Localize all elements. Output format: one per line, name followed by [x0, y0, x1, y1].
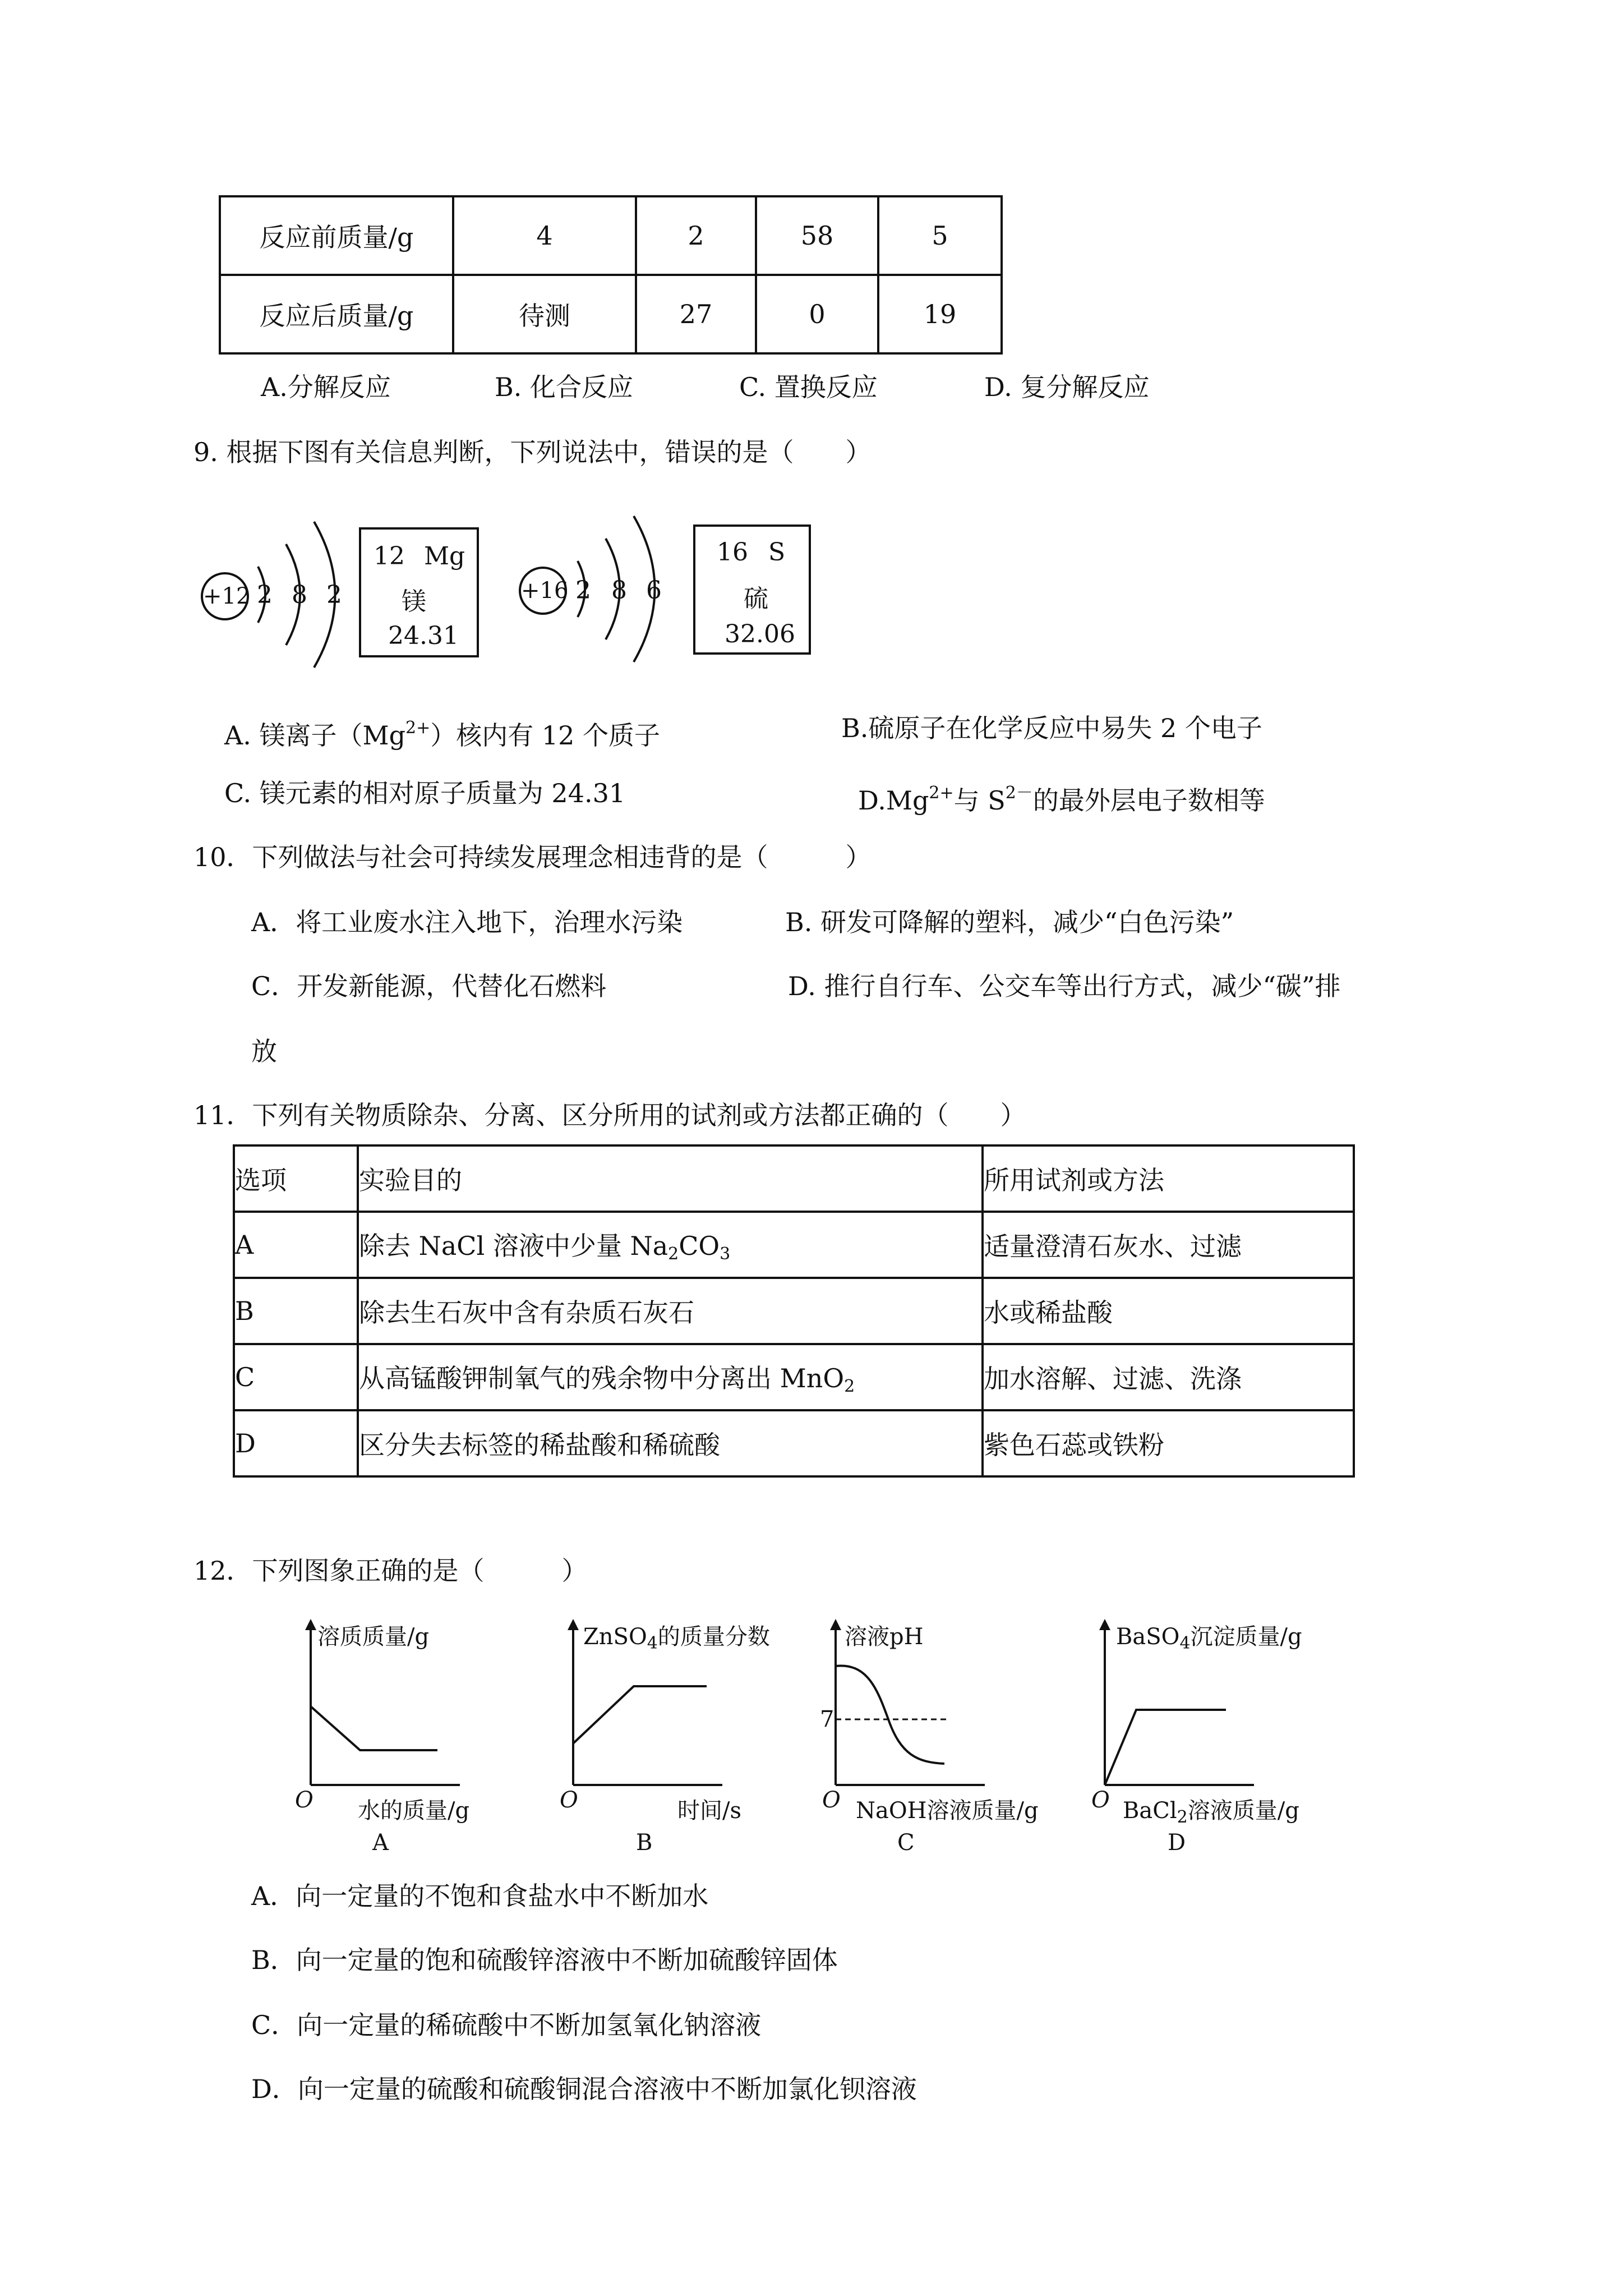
table-cell: 5 [878, 196, 1002, 275]
q9-stem: 9. 根据下图有关信息判断，下列说法中，错误的是（ ） [193, 437, 872, 467]
q10-option-d: D. 推行自行车、公交车等出行方式，减少“碳”排 [788, 971, 1341, 1001]
mg-element-card [359, 527, 479, 657]
row-method: 适量澄清石灰水、过滤 [983, 1212, 1354, 1278]
superscript: 2+ [929, 783, 954, 803]
graph-d-tag: D [1168, 1830, 1186, 1856]
q8-option-b: B. 化合反应 [495, 372, 634, 402]
row-option: B [234, 1278, 358, 1344]
q9-option-a-text-end: ）核内有 12 个质子 [430, 720, 661, 751]
mg-atomic-number: 12 [374, 542, 405, 570]
row-option: C [234, 1344, 358, 1410]
q12-stem: 12．下列图象正确的是（ ） [193, 1556, 588, 1586]
mg-nucleus: +12 [201, 572, 249, 620]
graph-b-xlabel: 时间/s [677, 1798, 742, 1824]
graph-a-xlabel: 水的质量/g [358, 1798, 470, 1824]
goal-text: 从高锰酸钾制氧气的残余物中分离出 MnO [359, 1363, 845, 1393]
header-option: 选项 [234, 1145, 358, 1212]
table-row [234, 1410, 1354, 1476]
q10-option-a: A．将工业废水注入地下，治理水污染 [251, 907, 683, 937]
subscript: 2 [668, 1244, 679, 1264]
q9-option-d-text-end: 的最外层电子数相等 [1032, 785, 1265, 816]
s-shell-3: 6 [646, 576, 662, 605]
subscript: 2 [844, 1377, 855, 1396]
graph-d-ylabel-text-end: 沉淀质量/g [1190, 1624, 1302, 1650]
s-element-card [693, 524, 811, 655]
row-goal [358, 1344, 983, 1410]
mg-shell-3: 2 [326, 581, 342, 609]
q9-option-c: C. 镁元素的相对原子质量为 24.31 [224, 778, 626, 808]
s-shell-1: 2 [575, 576, 591, 605]
header-method: 所用试剂或方法 [983, 1145, 1354, 1212]
goal-text: 除去 NaCl 溶液中少量 Na [359, 1231, 668, 1261]
subscript: 3 [720, 1244, 731, 1264]
superscript: 2+ [405, 718, 431, 738]
graph-d-ylabel [1116, 1619, 1302, 1653]
subscript: 4 [1179, 1634, 1191, 1653]
s-shell-2: 8 [611, 576, 627, 605]
table-cell: 4 [453, 196, 636, 275]
header-goal: 实验目的 [358, 1145, 983, 1212]
superscript: 2－ [1005, 783, 1033, 803]
row-method: 紫色石蕊或铁粉 [983, 1410, 1354, 1476]
s-symbol: S [768, 538, 786, 567]
table-row [234, 1212, 1354, 1278]
q10-stem: 10．下列做法与社会可持续发展理念相违背的是（ ） [193, 842, 872, 872]
q11-stem: 11．下列有关物质除杂、分离、区分所用的试剂或方法都正确的（ ） [193, 1100, 1026, 1130]
graph-a-ylabel: 溶质质量/g [317, 1624, 430, 1650]
graph-b-origin: O [560, 1787, 578, 1813]
row-label: 反应前质量/g [220, 196, 453, 275]
graph-d-xlabel-text-end: 溶液质量/g [1187, 1798, 1299, 1824]
mg-shell-2: 8 [292, 581, 307, 609]
table-cell: 27 [636, 275, 756, 353]
q10-option-c: C．开发新能源，代替化石燃料 [251, 971, 607, 1001]
table-header-row [234, 1145, 1354, 1212]
table-cell: 19 [878, 275, 1002, 353]
q9-option-d-text: D.Mg [858, 785, 929, 816]
q8-option-d: D. 复分解反应 [984, 372, 1150, 402]
graph-a-origin: O [295, 1787, 313, 1813]
mg-name: 镁 [402, 587, 426, 616]
q8-mass-table [219, 195, 1003, 355]
row-option: A [234, 1212, 358, 1278]
q9-option-d-text-mid: 与 S [953, 785, 1006, 816]
row-label: 反应后质量/g [220, 275, 453, 353]
s-atomic-mass: 32.06 [725, 620, 795, 648]
graph-b-tag: B [636, 1830, 653, 1856]
q9-option-a-text: A. 镁离子（Mg [224, 720, 406, 751]
row-method: 加水溶解、过滤、洗涤 [983, 1344, 1354, 1410]
row-goal [358, 1212, 983, 1278]
goal-text-mid: CO [679, 1231, 720, 1261]
graph-c-tag: C [897, 1830, 915, 1856]
graph-c-tick-7: 7 [820, 1706, 834, 1732]
row-method: 水或稀盐酸 [983, 1278, 1354, 1344]
graph-d-xlabel-text: BaCl [1123, 1798, 1177, 1824]
q10-option-d-continued: 放 [251, 1036, 277, 1066]
table-cell: 待测 [453, 275, 636, 353]
graph-b-ylabel-text: ZnSO [583, 1624, 647, 1650]
q12-option-c: C．向一定量的稀硫酸中不断加氢氧化钠溶液 [251, 2010, 762, 2040]
mg-shell-1: 2 [257, 581, 273, 609]
table-row [234, 1344, 1354, 1410]
q12-option-b: B．向一定量的饱和硫酸锌溶液中不断加硫酸锌固体 [251, 1945, 838, 1975]
s-nucleus: +16 [519, 567, 567, 615]
q9-option-d [858, 776, 1265, 817]
graph-b-ylabel [583, 1619, 770, 1653]
row-goal: 区分失去标签的稀盐酸和稀硫酸 [358, 1410, 983, 1476]
subscript: 4 [647, 1634, 658, 1653]
graph-c-origin: O [822, 1787, 841, 1813]
table-cell: 2 [636, 196, 756, 275]
graph-b-ylabel-text-end: 的质量分数 [657, 1624, 770, 1650]
subscript: 2 [1177, 1807, 1188, 1827]
graph-c-xlabel: NaOH溶液质量/g [856, 1798, 1039, 1824]
q12-option-a: A．向一定量的不饱和食盐水中不断加水 [251, 1881, 709, 1911]
graph-d-ylabel-text: BaSO [1116, 1624, 1180, 1650]
q8-option-a: A.分解反应 [261, 372, 391, 402]
graph-d-xlabel [1123, 1793, 1299, 1827]
q9-option-a [224, 711, 660, 752]
graph-c-ylabel: 溶液pH [845, 1624, 924, 1650]
mg-symbol: Mg [424, 542, 465, 570]
q12-option-d: D．向一定量的硫酸和硫酸铜混合溶液中不断加氯化钡溶液 [251, 2074, 917, 2104]
q8-option-c: C. 置换反应 [739, 372, 878, 402]
row-option: D [234, 1410, 358, 1476]
q10-option-b: B. 研发可降解的塑料，减少“白色污染” [785, 907, 1234, 937]
graph-d-origin: O [1091, 1787, 1110, 1813]
row-goal: 除去生石灰中含有杂质石灰石 [358, 1278, 983, 1344]
table-row [220, 196, 1002, 275]
mg-atomic-mass: 24.31 [388, 622, 459, 650]
s-name: 硫 [744, 585, 768, 613]
table-cell: 58 [756, 196, 878, 275]
s-atomic-number: 16 [717, 538, 748, 567]
q11-table [233, 1144, 1355, 1478]
graph-a-tag: A [372, 1830, 389, 1856]
q9-option-b: B.硫原子在化学反应中易失 2 个电子 [841, 713, 1262, 743]
table-row [234, 1278, 1354, 1344]
table-cell: 0 [756, 275, 878, 353]
table-row [220, 275, 1002, 353]
